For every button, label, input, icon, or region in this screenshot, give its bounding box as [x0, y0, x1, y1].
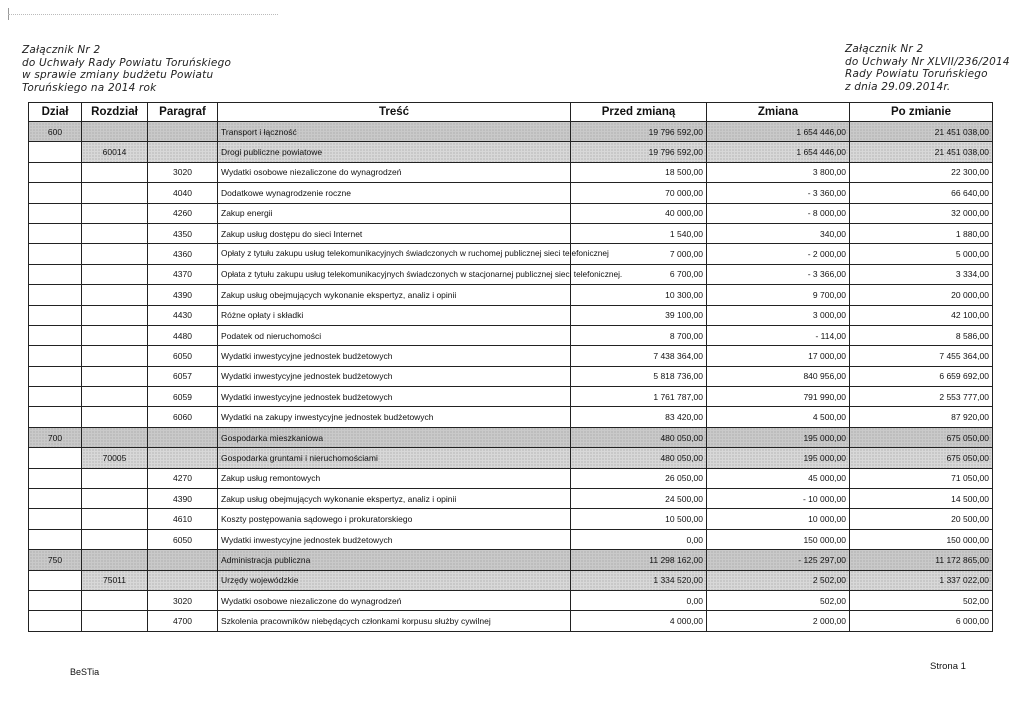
table-row — [29, 489, 993, 509]
cell-po-zmianie: 66 640,00 — [850, 183, 993, 203]
cell-tresc: Gospodarka gruntami i nieruchomościami — [218, 448, 571, 468]
header-dzial: Dział — [29, 103, 82, 122]
cell-po-zmianie: 1 337 022,00 — [850, 570, 993, 590]
cell-po-zmianie: 6 000,00 — [850, 611, 993, 631]
cell-dzial — [29, 366, 82, 386]
header-po-zmianie: Po zmianie — [850, 103, 993, 122]
cell-tresc: Transport i łączność — [218, 122, 571, 142]
handwritten-line: do Uchwały Rady Powiatu Toruńskiego — [22, 56, 232, 69]
cell-dzial — [29, 570, 82, 590]
cell-rozdzial — [82, 162, 148, 182]
table-row — [29, 305, 993, 325]
cell-rozdzial — [82, 285, 148, 305]
cell-paragraf: 4270 — [148, 468, 218, 488]
cell-rozdzial — [82, 611, 148, 631]
table-row — [29, 529, 993, 549]
cell-po-zmianie: 11 172 865,00 — [850, 550, 993, 570]
table-header-row — [29, 103, 993, 122]
cell-paragraf: 3020 — [148, 162, 218, 182]
cell-zmiana: 2 502,00 — [707, 570, 850, 590]
table-row — [29, 244, 993, 264]
cell-po-zmianie: 71 050,00 — [850, 468, 993, 488]
cell-paragraf: 4480 — [148, 325, 218, 345]
cell-po-zmianie: 14 500,00 — [850, 489, 993, 509]
cell-przed-zmiana: 8 700,00 — [571, 325, 707, 345]
cell-przed-zmiana: 1 540,00 — [571, 223, 707, 243]
cell-dzial — [29, 244, 82, 264]
cell-dzial — [29, 590, 82, 610]
cell-zmiana: - 114,00 — [707, 325, 850, 345]
cell-zmiana: 4 500,00 — [707, 407, 850, 427]
cell-przed-zmiana: 1 334 520,00 — [571, 570, 707, 590]
cell-paragraf — [148, 448, 218, 468]
cell-tresc: Administracja publiczna — [218, 550, 571, 570]
cell-zmiana: 9 700,00 — [707, 285, 850, 305]
cell-po-zmianie: 42 100,00 — [850, 305, 993, 325]
cell-przed-zmiana: 70 000,00 — [571, 183, 707, 203]
cell-rozdzial — [82, 407, 148, 427]
header-zmiana: Zmiana — [707, 103, 850, 122]
cell-tresc: Wydatki inwestycyjne jednostek budżetowych — [218, 346, 571, 366]
cell-rozdzial — [82, 305, 148, 325]
cell-dzial: 600 — [29, 122, 82, 142]
cell-dzial — [29, 611, 82, 631]
cell-przed-zmiana: 5 818 736,00 — [571, 366, 707, 386]
cell-zmiana: 17 000,00 — [707, 346, 850, 366]
table-row-rozdzial — [29, 570, 993, 590]
table-row-rozdzial — [29, 448, 993, 468]
handwritten-line: Rady Powiatu Toruńskiego — [845, 68, 988, 80]
cell-paragraf: 6050 — [148, 529, 218, 549]
cell-przed-zmiana: 40 000,00 — [571, 203, 707, 223]
cell-rozdzial — [82, 264, 148, 284]
cell-rozdzial — [82, 183, 148, 203]
cell-przed-zmiana: 0,00 — [571, 590, 707, 610]
cell-rozdzial: 60014 — [82, 142, 148, 162]
cell-tresc: Wydatki osobowe niezaliczone do wynagrodzeń — [218, 162, 571, 182]
cell-paragraf: 4260 — [148, 203, 218, 223]
cell-rozdzial — [82, 387, 148, 407]
cell-rozdzial — [82, 203, 148, 223]
cell-paragraf: 4610 — [148, 509, 218, 529]
cell-dzial — [29, 509, 82, 529]
table-row — [29, 183, 993, 203]
cell-przed-zmiana: 1 761 787,00 — [571, 387, 707, 407]
cell-rozdzial: 75011 — [82, 570, 148, 590]
cell-paragraf — [148, 142, 218, 162]
header-tresc: Treść — [218, 103, 571, 122]
table-row — [29, 611, 993, 631]
handwritten-line: Załącznik Nr 2 — [22, 44, 101, 56]
cell-paragraf: 6050 — [148, 346, 218, 366]
cell-rozdzial — [82, 590, 148, 610]
cell-zmiana: 791 990,00 — [707, 387, 850, 407]
cell-po-zmianie: 675 050,00 — [850, 427, 993, 447]
cell-po-zmianie: 2 553 777,00 — [850, 387, 993, 407]
handwritten-line: z dnia 29.09.2014r. — [845, 80, 951, 93]
header-przed-zmiana: Przed zmianą — [571, 103, 707, 122]
table-row-rozdzial — [29, 142, 993, 162]
cell-zmiana: - 2 000,00 — [707, 244, 850, 264]
cell-paragraf: 4390 — [148, 285, 218, 305]
footer-page-number: Strona 1 — [930, 661, 966, 672]
cell-paragraf — [148, 570, 218, 590]
cell-zmiana: 840 956,00 — [707, 366, 850, 386]
cell-zmiana: 340,00 — [707, 223, 850, 243]
cell-przed-zmiana: 18 500,00 — [571, 162, 707, 182]
cell-rozdzial — [82, 550, 148, 570]
cell-zmiana: - 3 360,00 — [707, 183, 850, 203]
cell-tresc: Różne opłaty i składki — [218, 305, 571, 325]
cell-zmiana: 195 000,00 — [707, 448, 850, 468]
table-row-dzial — [29, 550, 993, 570]
table-body — [29, 122, 993, 632]
cell-po-zmianie: 21 451 038,00 — [850, 142, 993, 162]
table-row — [29, 346, 993, 366]
cell-przed-zmiana: 39 100,00 — [571, 305, 707, 325]
cell-dzial — [29, 468, 82, 488]
cell-zmiana: 502,00 — [707, 590, 850, 610]
cell-tresc: Zakup energii — [218, 203, 571, 223]
cell-dzial — [29, 448, 82, 468]
cell-po-zmianie: 87 920,00 — [850, 407, 993, 427]
cell-dzial — [29, 489, 82, 509]
table-row — [29, 325, 993, 345]
cell-przed-zmiana: 7 438 364,00 — [571, 346, 707, 366]
table-row — [29, 203, 993, 223]
cell-zmiana: - 3 366,00 — [707, 264, 850, 284]
cell-rozdzial — [82, 244, 148, 264]
handwritten-line: Załącznik Nr 2 — [845, 43, 924, 55]
cell-dzial: 700 — [29, 427, 82, 447]
cell-dzial — [29, 346, 82, 366]
cell-rozdzial — [82, 529, 148, 549]
cell-rozdzial — [82, 509, 148, 529]
cell-dzial — [29, 142, 82, 162]
cell-tresc: Wydatki inwestycyjne jednostek budżetowych — [218, 366, 571, 386]
cell-tresc: Drogi publiczne powiatowe — [218, 142, 571, 162]
cell-dzial — [29, 387, 82, 407]
cell-tresc: Zakup usług remontowych — [218, 468, 571, 488]
table-row — [29, 223, 993, 243]
handwritten-line: Toruńskiego na 2014 rok — [22, 81, 157, 94]
table-row-dzial — [29, 122, 993, 142]
cell-przed-zmiana: 480 050,00 — [571, 427, 707, 447]
cell-przed-zmiana: 0,00 — [571, 529, 707, 549]
cell-dzial — [29, 264, 82, 284]
cell-tresc: Dodatkowe wynagrodzenie roczne — [218, 183, 571, 203]
cell-tresc: Wydatki inwestycyjne jednostek budżetowych — [218, 529, 571, 549]
cell-rozdzial — [82, 427, 148, 447]
cell-rozdzial — [82, 223, 148, 243]
cell-paragraf — [148, 122, 218, 142]
cell-zmiana: 3 000,00 — [707, 305, 850, 325]
cell-dzial — [29, 305, 82, 325]
cell-po-zmianie: 675 050,00 — [850, 448, 993, 468]
cell-po-zmianie: 21 451 038,00 — [850, 122, 993, 142]
cell-po-zmianie: 502,00 — [850, 590, 993, 610]
handwritten-annotation-left — [22, 44, 231, 94]
cell-po-zmianie: 20 500,00 — [850, 509, 993, 529]
cell-dzial — [29, 223, 82, 243]
cell-zmiana: - 8 000,00 — [707, 203, 850, 223]
table-row — [29, 387, 993, 407]
table-row — [29, 407, 993, 427]
cell-przed-zmiana: 10 300,00 — [571, 285, 707, 305]
cell-przed-zmiana: 83 420,00 — [571, 407, 707, 427]
cell-przed-zmiana: 26 050,00 — [571, 468, 707, 488]
cell-paragraf — [148, 427, 218, 447]
cell-paragraf: 6057 — [148, 366, 218, 386]
cell-rozdzial — [82, 489, 148, 509]
table-row — [29, 366, 993, 386]
cell-rozdzial — [82, 366, 148, 386]
cell-paragraf: 4360 — [148, 244, 218, 264]
cell-po-zmianie: 6 659 692,00 — [850, 366, 993, 386]
cell-dzial — [29, 183, 82, 203]
cell-zmiana: 195 000,00 — [707, 427, 850, 447]
cell-tresc: Wydatki osobowe niezaliczone do wynagrodzeń — [218, 590, 571, 610]
cell-rozdzial: 70005 — [82, 448, 148, 468]
cell-po-zmianie: 1 880,00 — [850, 223, 993, 243]
cell-dzial — [29, 162, 82, 182]
cell-zmiana: 2 000,00 — [707, 611, 850, 631]
cell-zmiana: 10 000,00 — [707, 509, 850, 529]
cell-dzial — [29, 407, 82, 427]
cell-tresc: Szkolenia pracowników niebędących członkami korpusu służby cywilnej — [218, 611, 571, 631]
cell-przed-zmiana: 6 700,00 — [571, 264, 707, 284]
cell-tresc: Koszty postępowania sądowego i prokuratorskiego — [218, 509, 571, 529]
cell-paragraf: 3020 — [148, 590, 218, 610]
cell-tresc: Zakup usług obejmujących wykonanie ekspertyz, analiz i opinii — [218, 489, 571, 509]
cell-po-zmianie: 150 000,00 — [850, 529, 993, 549]
cell-tresc: Opłata z tytułu zakupu usług telekomunikacyjnych świadczonych w stacjonarnej publicznej sieci telefonicznej. — [218, 264, 571, 284]
table-row — [29, 590, 993, 610]
cell-paragraf: 4390 — [148, 489, 218, 509]
cell-po-zmianie: 20 000,00 — [850, 285, 993, 305]
cell-dzial — [29, 529, 82, 549]
cell-przed-zmiana: 19 796 592,00 — [571, 122, 707, 142]
cell-paragraf: 4700 — [148, 611, 218, 631]
cell-zmiana: 45 000,00 — [707, 468, 850, 488]
cell-rozdzial — [82, 468, 148, 488]
scan-edge-line — [8, 14, 278, 15]
cell-paragraf: 6060 — [148, 407, 218, 427]
table-row — [29, 264, 993, 284]
budget-table — [28, 102, 993, 632]
cell-po-zmianie: 32 000,00 — [850, 203, 993, 223]
cell-tresc: Gospodarka mieszkaniowa — [218, 427, 571, 447]
cell-tresc: Urzędy wojewódzkie — [218, 570, 571, 590]
table-row — [29, 509, 993, 529]
handwritten-line: do Uchwały Nr XLVII/236/2014 — [845, 55, 1010, 68]
cell-paragraf: 4370 — [148, 264, 218, 284]
cell-po-zmianie: 7 455 364,00 — [850, 346, 993, 366]
cell-zmiana: 150 000,00 — [707, 529, 850, 549]
cell-tresc: Wydatki inwestycyjne jednostek budżetowych — [218, 387, 571, 407]
cell-paragraf: 4040 — [148, 183, 218, 203]
cell-po-zmianie: 5 000,00 — [850, 244, 993, 264]
cell-po-zmianie: 8 586,00 — [850, 325, 993, 345]
handwritten-annotation-right — [845, 43, 1010, 93]
header-rozdzial: Rozdział — [82, 103, 148, 122]
cell-przed-zmiana: 11 298 162,00 — [571, 550, 707, 570]
cell-dzial — [29, 285, 82, 305]
footer-software-name: BeSTia — [70, 667, 100, 677]
cell-paragraf — [148, 550, 218, 570]
cell-zmiana: 1 654 446,00 — [707, 142, 850, 162]
cell-zmiana: - 125 297,00 — [707, 550, 850, 570]
cell-przed-zmiana: 7 000,00 — [571, 244, 707, 264]
cell-paragraf: 4430 — [148, 305, 218, 325]
cell-po-zmianie: 22 300,00 — [850, 162, 993, 182]
cell-tresc: Opłaty z tytułu zakupu usług telekomunikacyjnych świadczonych w ruchomej publicznej sieci telefonicznej — [218, 244, 571, 264]
header-paragraf: Paragraf — [148, 103, 218, 122]
handwritten-line: w sprawie zmiany budżetu Powiatu — [22, 69, 214, 81]
cell-po-zmianie: 3 334,00 — [850, 264, 993, 284]
cell-przed-zmiana: 480 050,00 — [571, 448, 707, 468]
table-row — [29, 162, 993, 182]
cell-zmiana: 1 654 446,00 — [707, 122, 850, 142]
cell-rozdzial — [82, 122, 148, 142]
cell-tresc: Zakup usług dostępu do sieci Internet — [218, 223, 571, 243]
cell-paragraf: 4350 — [148, 223, 218, 243]
cell-tresc: Wydatki na zakupy inwestycyjne jednostek budżetowych — [218, 407, 571, 427]
cell-paragraf: 6059 — [148, 387, 218, 407]
table-row-dzial — [29, 427, 993, 447]
table-row — [29, 285, 993, 305]
cell-dzial — [29, 203, 82, 223]
cell-zmiana: 3 800,00 — [707, 162, 850, 182]
cell-dzial: 750 — [29, 550, 82, 570]
cell-przed-zmiana: 24 500,00 — [571, 489, 707, 509]
cell-rozdzial — [82, 346, 148, 366]
cell-przed-zmiana: 10 500,00 — [571, 509, 707, 529]
table-row — [29, 468, 993, 488]
cell-tresc: Podatek od nieruchomości — [218, 325, 571, 345]
cell-przed-zmiana: 4 000,00 — [571, 611, 707, 631]
cell-zmiana: - 10 000,00 — [707, 489, 850, 509]
cell-tresc: Zakup usług obejmujących wykonanie ekspertyz, analiz i opinii — [218, 285, 571, 305]
cell-rozdzial — [82, 325, 148, 345]
cell-przed-zmiana: 19 796 592,00 — [571, 142, 707, 162]
cell-dzial — [29, 325, 82, 345]
